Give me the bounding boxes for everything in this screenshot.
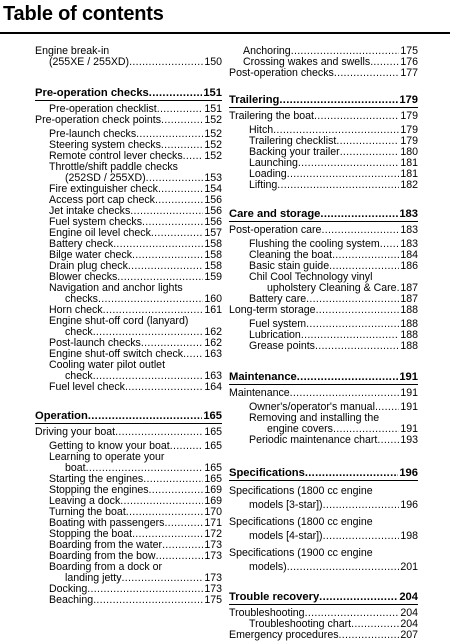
toc-section-care-and-storage[interactable]: Care and storage ..... 183 (229, 209, 418, 222)
toc-entry-boating-with-passengers[interactable]: Boating with passengers ..... 171 (35, 518, 222, 529)
toc-entry-boarding-dock-line1[interactable]: Boarding from a dock or (49, 561, 163, 573)
toc-entry-fire-extinguisher-check[interactable]: Fire extinguisher check ..... 154 (35, 184, 222, 195)
toc-entry-chil-cool-upholstery-care[interactable]: upholstery Cleaning & Care ..... 187 (229, 283, 418, 294)
toc-entry-beaching[interactable]: Beaching ..... 175 (35, 595, 222, 606)
toc-entry-pre-operation-check-points[interactable]: Pre-operation check points ..... 152 (35, 115, 222, 126)
toc-entry-removing-covers-line1[interactable]: Removing and installing the (249, 412, 380, 424)
toc-entry-fuel-system[interactable]: Fuel system ..... 188 (229, 319, 418, 330)
toc-entry-post-operation-care[interactable]: Post-operation care ..... 183 (229, 225, 418, 236)
toc-entry-lifting[interactable]: Lifting ..... 182 (229, 180, 418, 191)
toc-entry-loading[interactable]: Loading ..... 181 (229, 169, 418, 180)
toc-entry-spec-1900-line1[interactable]: Specifications (1900 cc engine (229, 547, 373, 559)
toc-entry-engine-shut-off-switch-check[interactable]: Engine shut-off switch check ..... 163 (35, 349, 222, 360)
toc-entry-docking[interactable]: Docking ..... 173 (35, 584, 222, 595)
toc-entry-battery-check[interactable]: Battery check ..... 158 (35, 239, 222, 250)
toc-entry-remote-control-lever-checks[interactable]: Remote control lever checks ..... 152 (35, 151, 222, 162)
toc-entry-shut-off-cord-line1[interactable]: Engine shut-off cord (lanyard) (49, 315, 189, 327)
toc-entry-engine-shut-off-cord-check[interactable]: check ..... 162 (35, 327, 222, 338)
toc-entry-trailering-checklist[interactable]: Trailering checklist ..... 179 (229, 136, 418, 147)
toc-entry-post-operation-checks[interactable]: Post-operation checks ..... 177 (229, 68, 418, 79)
toc-entry-spec-1800-4star[interactable]: models [4-star]) ..... 198 (229, 529, 418, 543)
toc-section-trouble-recovery[interactable]: Trouble recovery ..... 204 (229, 592, 418, 605)
toc-entry-boarding-from-the-bow[interactable]: Boarding from the bow ..... 173 (35, 551, 222, 562)
toc-entry-periodic-maintenance-chart[interactable]: Periodic maintenance chart ..... 193 (229, 435, 418, 446)
toc-entry-steering-system-checks[interactable]: Steering system checks ..... 152 (35, 140, 222, 151)
toc-entry-post-launch-checks[interactable]: Post-launch checks ..... 162 (35, 338, 222, 349)
toc-section-operation[interactable]: Operation ..... 165 (35, 411, 222, 424)
toc-entry-hitch[interactable]: Hitch ..... 179 (229, 125, 418, 136)
toc-entry-removing-and-installing-engine-covers[interactable]: engine covers ..... 191 (229, 424, 418, 435)
toc-entry-maintenance[interactable]: Maintenance ..... 191 (229, 388, 418, 399)
toc-entry-long-term-storage[interactable]: Long-term storage ..... 188 (229, 305, 418, 316)
toc-entry-battery-care[interactable]: Battery care ..... 187 (229, 294, 418, 305)
toc-entry-learning-to-operate-your-boat[interactable]: boat ..... 165 (35, 463, 222, 474)
toc-entry-spec-1800-4star-line1[interactable]: Specifications (1800 cc engine (229, 516, 373, 528)
toc-entry-engine-break-in[interactable]: (255XE / 255XD) ..... 150 (35, 57, 222, 68)
toc-entry-throttle-shift-line1[interactable]: Throttle/shift paddle checks (49, 161, 178, 173)
toc-entry-blower-checks[interactable]: Blower checks ..... 159 (35, 272, 222, 283)
toc-left-column (35, 46, 222, 606)
toc-entry-pre-launch-checks[interactable]: Pre-launch checks ..... 152 (35, 129, 222, 140)
toc-entry-anchoring[interactable]: Anchoring ..... 175 (229, 46, 418, 57)
toc-entry-trailering-the-boat[interactable]: Trailering the boat ..... 179 (229, 111, 418, 122)
toc-entry-fuel-level-check[interactable]: Fuel level check ..... 164 (35, 382, 222, 393)
toc-entry-horn-check[interactable]: Horn check ..... 161 (35, 305, 222, 316)
toc-entry-flushing-the-cooling-system[interactable]: Flushing the cooling system ..... 183 (229, 239, 418, 250)
toc-entry-crossing-wakes-and-swells[interactable]: Crossing wakes and swells ..... 176 (229, 57, 418, 68)
toc-entry-stopping-the-boat[interactable]: Stopping the boat ..... 172 (35, 529, 222, 540)
toc-entry-cooling-water-pilot-outlet-check[interactable]: check ..... 163 (35, 371, 222, 382)
toc-entry-driving-your-boat[interactable]: Driving your boat ..... 165 (35, 427, 222, 438)
toc-entry-backing-your-trailer[interactable]: Backing your trailer ..... 180 (229, 147, 418, 158)
toc-entry-throttle-shift-paddle-checks[interactable]: (252SD / 255XD) ..... 153 (35, 173, 222, 184)
toc-entry-getting-to-know-your-boat[interactable]: Getting to know your boat ..... 165 (35, 441, 222, 452)
toc-section-specifications[interactable]: Specifications ..... 196 (229, 468, 418, 481)
toc-entry-spec-1800-3star-line1[interactable]: Specifications (1800 cc engine (229, 485, 373, 497)
toc-entry-jet-intake-checks[interactable]: Jet intake checks ..... 156 (35, 206, 222, 217)
toc-entry-troubleshooting[interactable]: Troubleshooting ..... 204 (229, 608, 418, 619)
toc-entry-owners-operators-manual[interactable]: Owner's/operator's manual ..... 191 (229, 402, 418, 413)
toc-entry-boarding-from-a-dock-or-landing-jetty[interactable]: landing jetty ..... 173 (35, 573, 222, 584)
toc-entry-access-port-cap-check[interactable]: Access port cap check ..... 156 (35, 195, 222, 206)
toc-entry-engine-break-in-line1[interactable]: Engine break-in (35, 45, 110, 57)
toc-entry-cooling-water-line1[interactable]: Cooling water pilot outlet (49, 359, 166, 371)
toc-entry-launching[interactable]: Launching ..... 181 (229, 158, 418, 169)
toc-entry-spec-1900[interactable]: models) ..... 201 (229, 560, 418, 574)
page-title: Table of contents (3, 3, 164, 25)
toc-section-maintenance[interactable]: Maintenance ..... 191 (229, 372, 418, 385)
toc-entry-cleaning-the-boat[interactable]: Cleaning the boat ..... 184 (229, 250, 418, 261)
toc-entry-emergency-procedures[interactable]: Emergency procedures ..... 207 (229, 630, 418, 641)
toc-entry-navigation-lights-line1[interactable]: Navigation and anchor lights (49, 282, 183, 294)
toc-entry-fuel-system-checks[interactable]: Fuel system checks ..... 156 (35, 217, 222, 228)
toc-entry-leaving-a-dock[interactable]: Leaving a dock ..... 169 (35, 496, 222, 507)
toc-entry-turning-the-boat[interactable]: Turning the boat ..... 170 (35, 507, 222, 518)
toc-entry-troubleshooting-chart[interactable]: Troubleshooting chart ..... 204 (229, 619, 418, 630)
toc-entry-starting-the-engines[interactable]: Starting the engines ..... 165 (35, 474, 222, 485)
toc-section-pre-operation-checks[interactable]: Pre-operation checks ..... 151 (35, 88, 222, 101)
toc-entry-navigation-and-anchor-lights-checks[interactable]: checks ..... 160 (35, 294, 222, 305)
title-divider (0, 32, 450, 34)
toc-section-trailering[interactable]: Trailering ..... 179 (229, 95, 418, 108)
toc-entry-spec-1800-3star[interactable]: models [3-star]) ..... 196 (229, 498, 418, 512)
toc-entry-pre-operation-checklist[interactable]: Pre-operation checklist ..... 151 (35, 104, 222, 115)
toc-entry-chil-cool-line1[interactable]: Chil Cool Technology vinyl (249, 271, 373, 283)
toc-entry-stopping-the-engines[interactable]: Stopping the engines ..... 169 (35, 485, 222, 496)
toc-entry-basic-stain-guide[interactable]: Basic stain guide ..... 186 (229, 261, 418, 272)
toc-right-column (229, 46, 418, 641)
toc-entry-engine-oil-level-check[interactable]: Engine oil level check ..... 157 (35, 228, 222, 239)
toc-entry-lubrication[interactable]: Lubrication ..... 188 (229, 330, 418, 341)
toc-entry-boarding-from-the-water[interactable]: Boarding from the water ..... 173 (35, 540, 222, 551)
toc-entry-grease-points[interactable]: Grease points ..... 188 (229, 341, 418, 352)
toc-entry-drain-plug-check[interactable]: Drain plug check ..... 158 (35, 261, 222, 272)
toc-entry-bilge-water-check[interactable]: Bilge water check ..... 158 (35, 250, 222, 261)
toc-entry-learning-to-operate-line1[interactable]: Learning to operate your (49, 451, 165, 463)
